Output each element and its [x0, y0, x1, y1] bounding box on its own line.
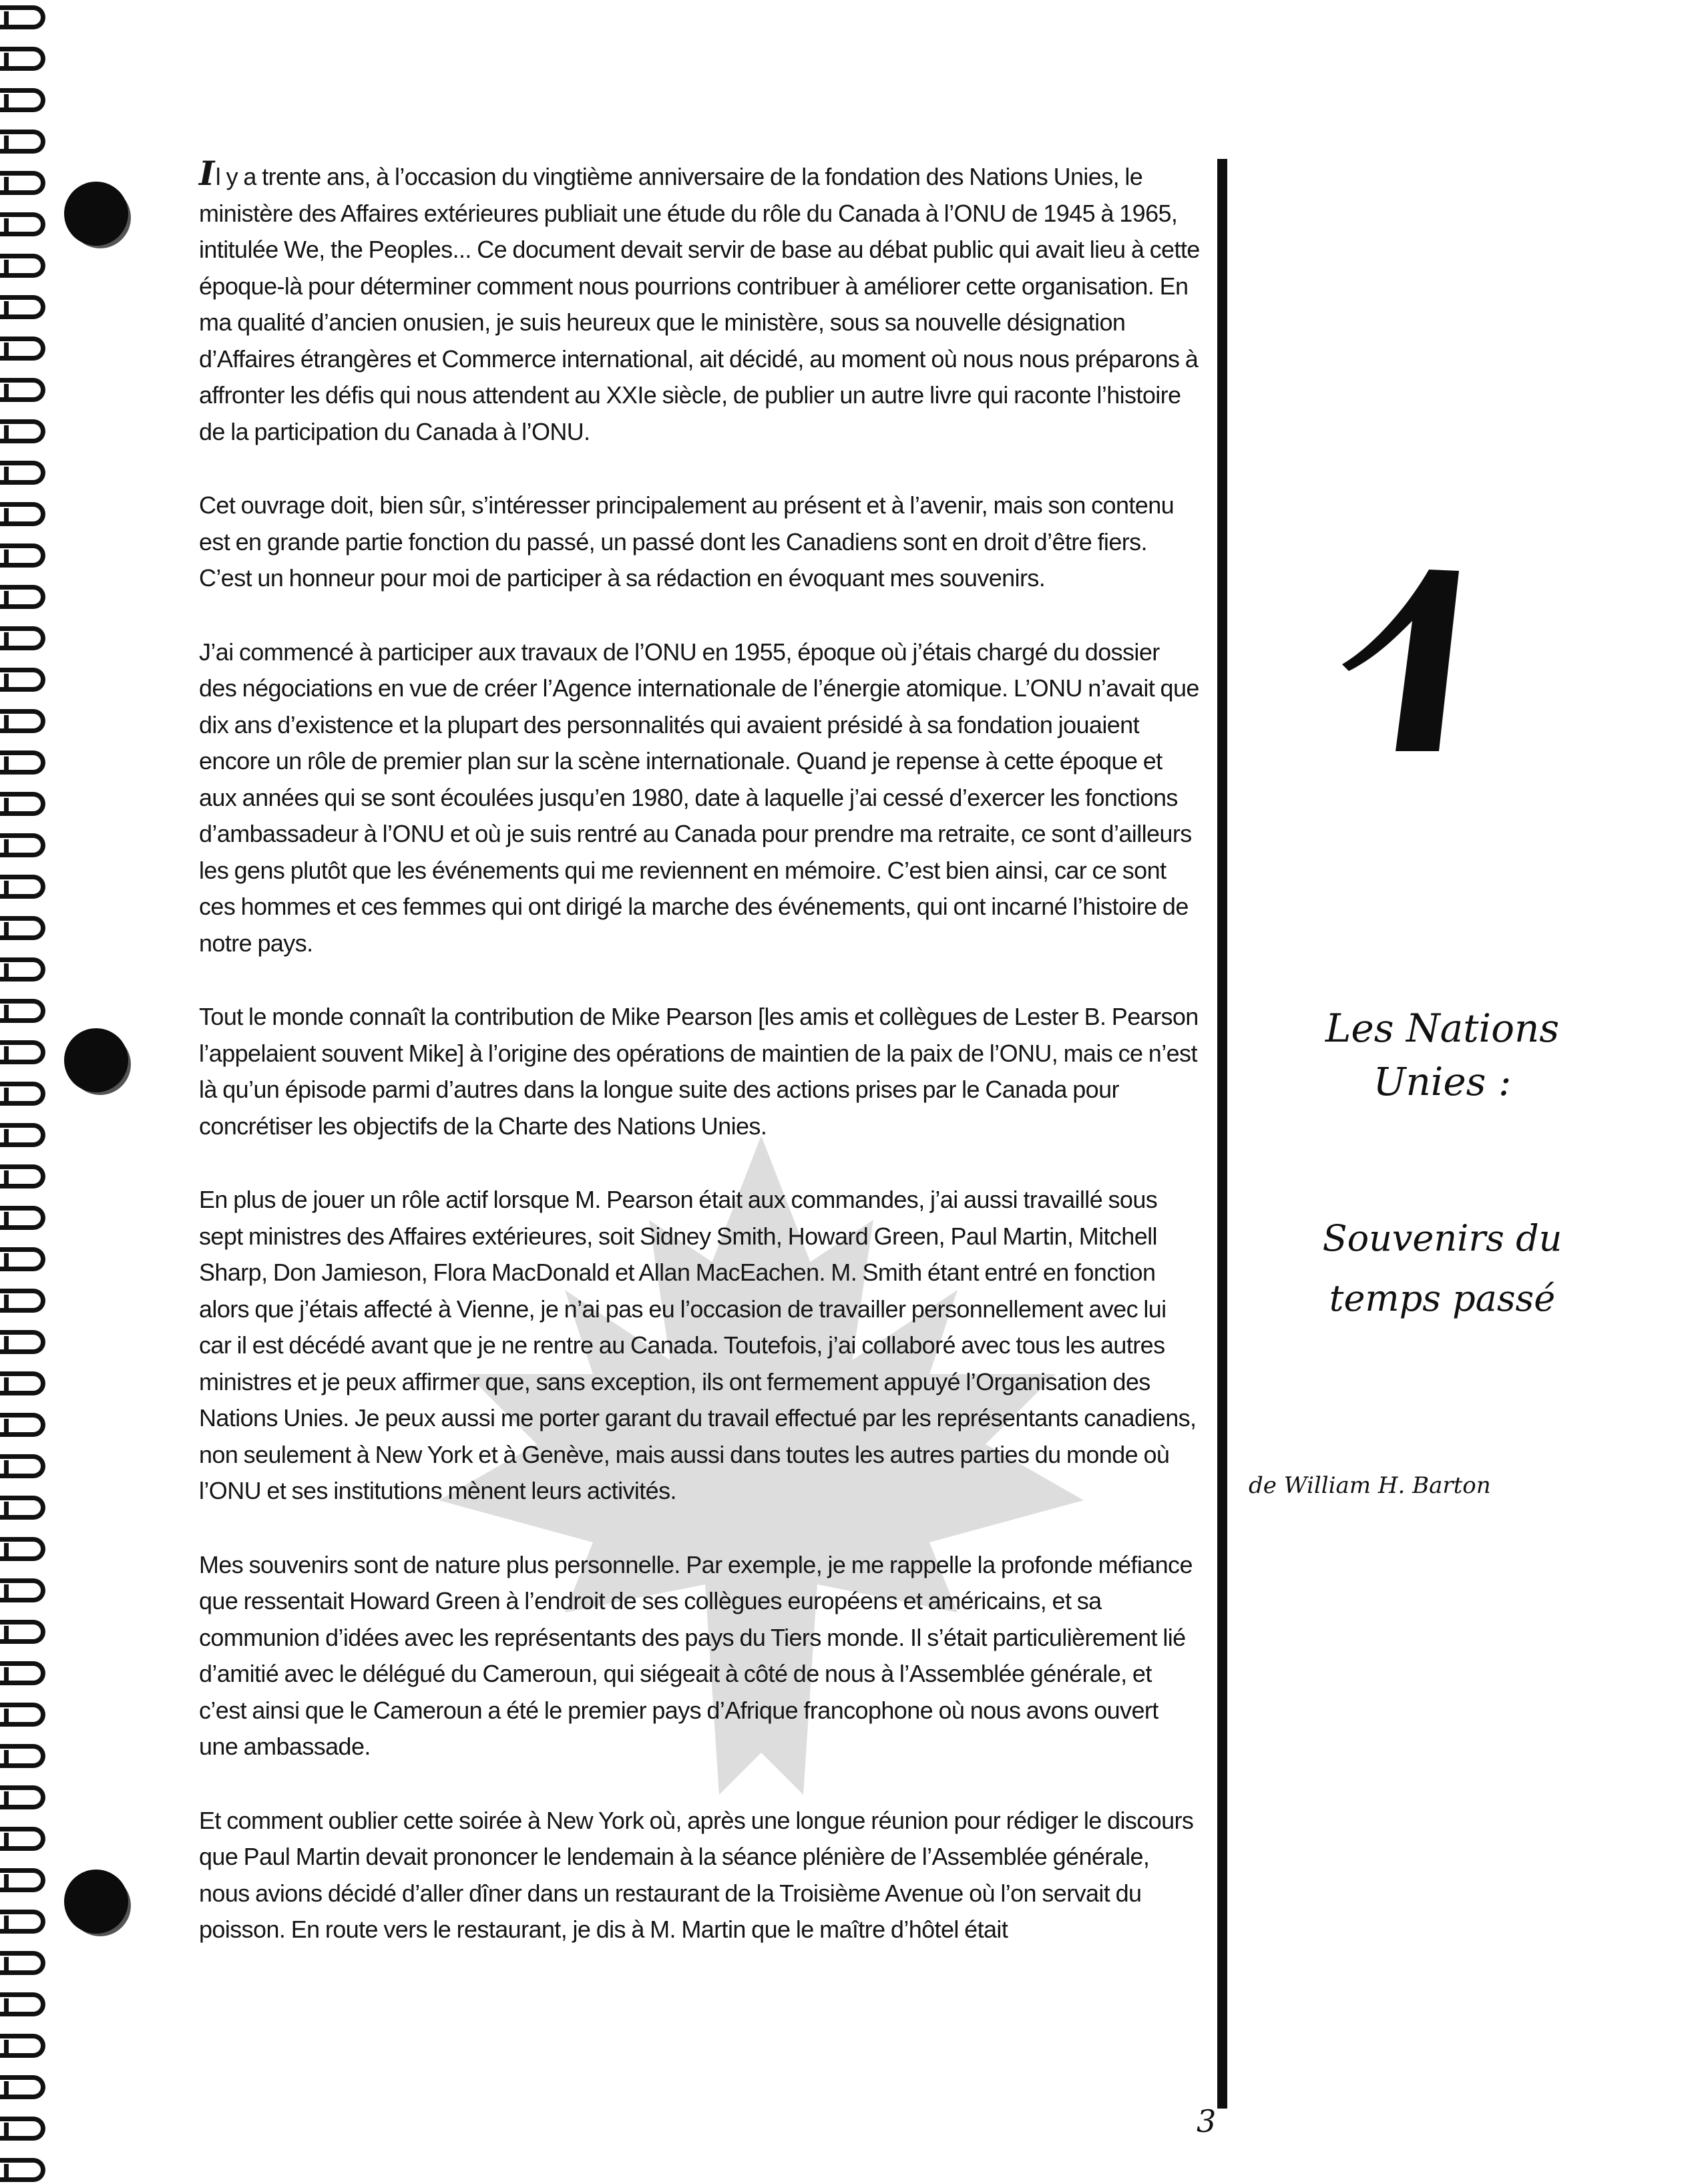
binding-ring — [0, 295, 45, 319]
binding-ring — [0, 1951, 45, 1975]
binding-ring — [0, 2075, 45, 2099]
binding-ring — [0, 130, 45, 154]
page-number: 3 — [1197, 2103, 1217, 2139]
spiral-binding-icon — [0, 0, 60, 2184]
binding-ring — [0, 2034, 45, 2058]
punch-hole-icon — [64, 1028, 128, 1092]
chapter-subtitle-line1: Souvenirs du — [1322, 1217, 1562, 1259]
binding-ring — [0, 792, 45, 816]
binding-ring — [0, 337, 45, 361]
paragraph-5: En plus de jouer un rôle actif lorsque M. Pearson était aux commandes, j’ai aussi travaillé sous sept ministres des Affaires extérieures, soit Sidney Smith, Howard Green, Paul Martin, Mitchell Sharp, Don Jamieson, Flora MacDonald et Allan MacEachen. M. Smith étant entré en fonction alors que j’étais affecté à Vienne, je n’ai pas eu l’occasion de travailler personnellement avec lui car il est décédé avant que je ne rentre au Canada. Toutefois, j’ai collaboré avec tous les autres ministres et je peux affirmer que, sans exception, ils ont fermement appuyé l’Organisation des Nations Unies. Je peux aussi me porter garant du travail effectué par les représentants canadiens, non seulement à New York et à Genève, mais aussi dans toutes les autres parties du monde où l’ONU et ses institutions mènent leurs activités. — [199, 1186, 1197, 1504]
binding-ring — [0, 1620, 45, 1644]
vertical-rule — [1217, 159, 1227, 2109]
punch-hole-icon — [64, 182, 128, 246]
binding-ring — [0, 916, 45, 940]
binding-ring — [0, 461, 45, 485]
chapter-title-line1: Les Nations — [1325, 1006, 1560, 1051]
binding-ring — [0, 1578, 45, 1602]
binding-ring — [0, 1123, 45, 1147]
paragraph-2: Cet ouvrage doit, bien sûr, s’intéresser principalement au présent et à l’avenir, mais son contenu est en grande partie fonction du passé, un passé dont les Canadiens sont en droit d’être fiers. C’est un honneur pour moi de participer à sa rédaction en évoquant mes souvenirs. — [199, 491, 1175, 592]
binding-ring — [0, 1496, 45, 1520]
binding-ring — [0, 2117, 45, 2141]
binding-ring — [0, 171, 45, 195]
binding-ring — [0, 88, 45, 112]
binding-ring — [0, 1744, 45, 1768]
binding-ring — [0, 502, 45, 526]
binding-ring — [0, 668, 45, 692]
binding-ring — [0, 750, 45, 775]
binding-ring — [0, 378, 45, 402]
binding-ring — [0, 1827, 45, 1851]
paragraph-text: l y a trente ans, à l’occasion du vingtième anniversaire de la fondation des Nations Unies, le ministère des Affaires extérieures publiait une étude du rôle du Canada à l’ONU de 1945 à 1965, intitulée We, the Peoples... Ce document devait servir de base au débat public qui avait lieu à cette époque-là pour déterminer comment nous pourrions contribuer à améliorer cette organisation. En ma qualité d’ancien onusien, je suis heureux que le ministère, sous sa nouvelle désignation d’Affaires étrangères et Commerce international, ait décidé, au moment où nous nous préparons à affronter les défis qui nous attendent au XXIe siècle, de publier un autre livre qui raconte l’histoire de la participation du Canada à l’ONU. — [199, 163, 1200, 445]
author-byline: de William H. Barton — [1249, 1472, 1491, 1499]
chapter-subtitle — [1255, 1209, 1629, 1329]
binding-ring — [0, 2158, 45, 2182]
binding-ring — [0, 875, 45, 899]
binding-ring — [0, 47, 45, 71]
chapter-subtitle-line2: temps passé — [1329, 1277, 1556, 1319]
binding-ring — [0, 212, 45, 236]
binding-ring — [0, 999, 45, 1023]
paragraph-6: Mes souvenirs sont de nature plus personnelle. Par exemple, je me rappelle la profonde méfiance que ressentait Howard Green à l’endroit de ses collègues européens et américains, et sa communion d’idées avec les représentants des pays du Tiers monde. Il s’était particulièrement lié d’amitié avec le délégué du Cameroun, qui siégeait à côté de nous à l’Assemblée générale, et c’est ainsi que le Cameroun a été le premier pays d’Afrique francophone où nous avons ouvert une ambassade. — [199, 1550, 1193, 1760]
paragraph-3: J’ai commencé à participer aux travaux de l’ONU en 1955, époque où j’étais chargé du dossier des négociations en vue de créer l’Agence internationale de l’énergie atomique. L’ONU n’avait que dix ans d’existence et la plupart des personnalités qui avaient présidé à sa fondation jouaient encore un rôle de premier plan sur la scène internationale. Quand je repense à cette époque et aux années qui se sont écoulées jusqu’en 1980, date à laquelle j’ai cessé d’exercer les fonctions d’ambassadeur à l’ONU et où je suis rentré au Canada pour prendre ma retraite, ce sont d’ailleurs les gens plutôt que les événements qui me reviennent en mémoire. C’est bien ainsi, car ce sont ces hommes et ces femmes qui ont dirigé la marche des événements, qui ont incarné l’histoire de notre pays. — [199, 638, 1199, 957]
paragraph-7: Et comment oublier cette soirée à New York où, après une longue réunion pour rédiger le discours que Paul Martin devait prononcer le lendemain à la séance plénière de l’Assemblée générale, nous avions décidé d’aller dîner dans un restaurant de la Troisième Avenue où l’on servait du poisson. En route vers le restaurant, je dis à M. Martin que le maître d’hôtel était — [199, 1806, 1194, 1943]
punch-hole-icon — [64, 1870, 128, 1934]
binding-ring — [0, 5, 45, 29]
binding-ring — [0, 1330, 45, 1354]
binding-ring — [0, 1910, 45, 1934]
binding-ring — [0, 1537, 45, 1561]
paragraph-1 — [199, 154, 1201, 450]
binding-ring — [0, 1703, 45, 1727]
chapter-number — [1329, 564, 1476, 765]
chapter-title — [1255, 1002, 1629, 1108]
body-text — [199, 154, 1201, 1986]
binding-ring — [0, 1289, 45, 1313]
binding-ring — [0, 419, 45, 443]
binding-ring — [0, 1454, 45, 1478]
binding-ring — [0, 957, 45, 981]
binding-ring — [0, 1040, 45, 1064]
drop-cap: I — [199, 154, 214, 193]
binding-ring — [0, 709, 45, 733]
binding-ring — [0, 585, 45, 609]
binding-ring — [0, 1661, 45, 1685]
binding-ring — [0, 626, 45, 650]
binding-ring — [0, 1413, 45, 1437]
binding-ring — [0, 1992, 45, 2016]
binding-ring — [0, 254, 45, 278]
paragraph-4: Tout le monde connaît la contribution de Mike Pearson [les amis et collègues de Lester B. Pearson l’appelaient souvent Mike] à l’origine des opérations de maintien de la paix de l’ONU, mais ce n’est là qu’un épisode parmi d’autres dans la longue suite des actions prises par le Canada pour concrétiser les objectifs de la Charte des Nations Unies. — [199, 1003, 1199, 1140]
binding-ring — [0, 1247, 45, 1271]
binding-ring — [0, 1785, 45, 1809]
binding-ring — [0, 1164, 45, 1188]
binding-ring — [0, 1371, 45, 1395]
binding-ring — [0, 1082, 45, 1106]
chapter-title-line2: Unies : — [1373, 1059, 1512, 1104]
binding-ring — [0, 1206, 45, 1230]
binding-ring — [0, 543, 45, 568]
binding-ring — [0, 833, 45, 857]
binding-ring — [0, 1868, 45, 1892]
